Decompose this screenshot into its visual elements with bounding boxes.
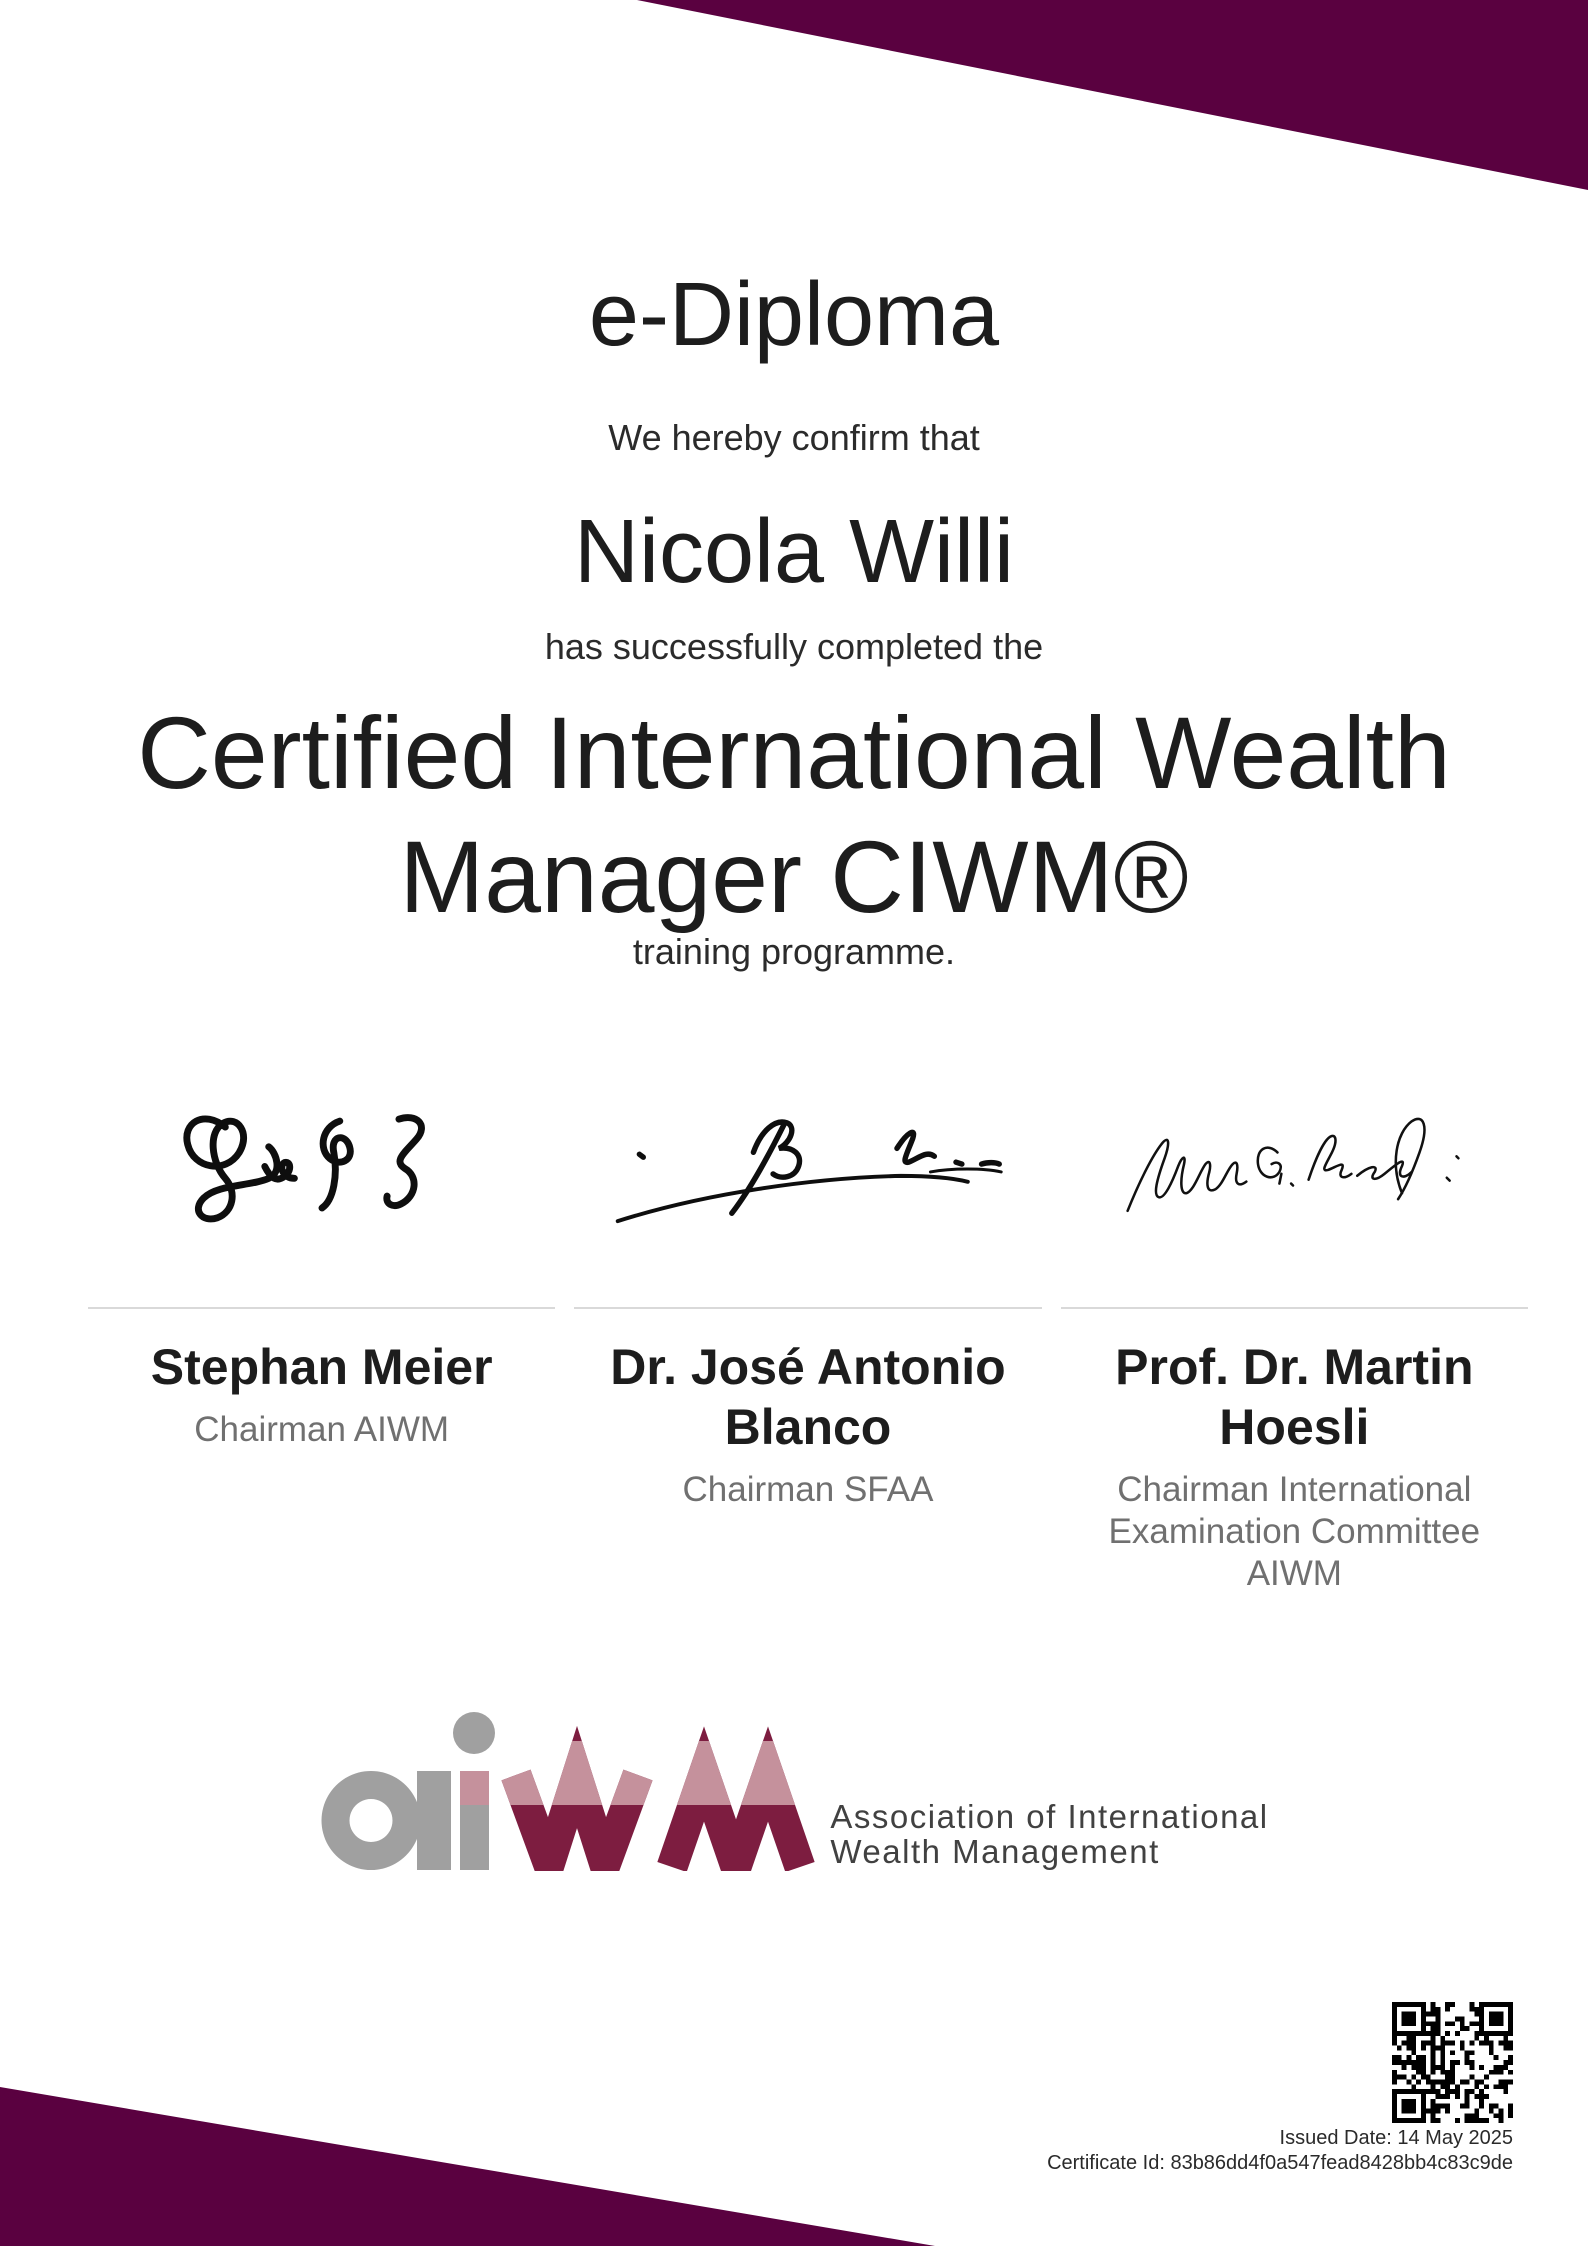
signatory-1-name: Stephan Meier <box>150 1339 493 1395</box>
diploma-title: e-Diploma <box>588 265 1000 365</box>
signatory-1-role: Chairman AIWM <box>194 1410 450 1449</box>
confirmation-text: We hereby confirm that <box>608 417 980 458</box>
signature-martin-hoesli <box>1061 1080 1528 1307</box>
programme-suffix: training programme. <box>632 931 956 972</box>
signature-line-2 <box>574 1307 1041 1309</box>
signatory-column-1 <box>88 1080 555 1595</box>
top-right-corner-decoration <box>0 0 1588 190</box>
signatory-2-name: Dr. José Antonio Blanco <box>610 1339 1006 1455</box>
completion-text: has successfully completed the <box>544 626 1044 667</box>
association-name-line2: Wealth Management <box>830 1833 1160 1870</box>
signature-1-ink <box>174 1105 470 1229</box>
programme-title: Certified International Wealth Manager CIWM® <box>137 696 1451 934</box>
recipient-name: Nicola Willi <box>573 502 1015 602</box>
aiwm-wordmark-icon <box>319 1711 824 1871</box>
qr-code <box>1392 2002 1513 2123</box>
signatory-3-role: Chairman International Examination Committee AIWM <box>1108 1470 1481 1593</box>
signature-jose-antonio-blanco <box>574 1080 1041 1307</box>
signature-3-ink <box>1114 1107 1474 1229</box>
signature-stephan-meier <box>88 1080 555 1307</box>
association-name-line1: Association of International <box>830 1798 1269 1835</box>
signatory-column-2 <box>574 1080 1041 1595</box>
association-name <box>830 1799 1268 1869</box>
signatory-column-3 <box>1061 1080 1528 1595</box>
signature-2-ink <box>605 1111 1010 1229</box>
certificate-id: Certificate Id: 83b86dd4f0a547fead8428bb4c83c9de <box>1047 2152 1513 2174</box>
issued-date: Issued Date: 14 May 2025 <box>1279 2127 1513 2149</box>
signature-line-1 <box>88 1307 555 1309</box>
signatories-section <box>88 1080 1528 1595</box>
signature-line-3 <box>1061 1307 1528 1309</box>
signatory-2-role: Chairman SFAA <box>682 1470 934 1509</box>
signatory-3-name: Prof. Dr. Martin Hoesli <box>1115 1339 1474 1455</box>
certificate-meta <box>1047 2126 1513 2176</box>
aiwm-logo <box>0 1711 1588 1871</box>
